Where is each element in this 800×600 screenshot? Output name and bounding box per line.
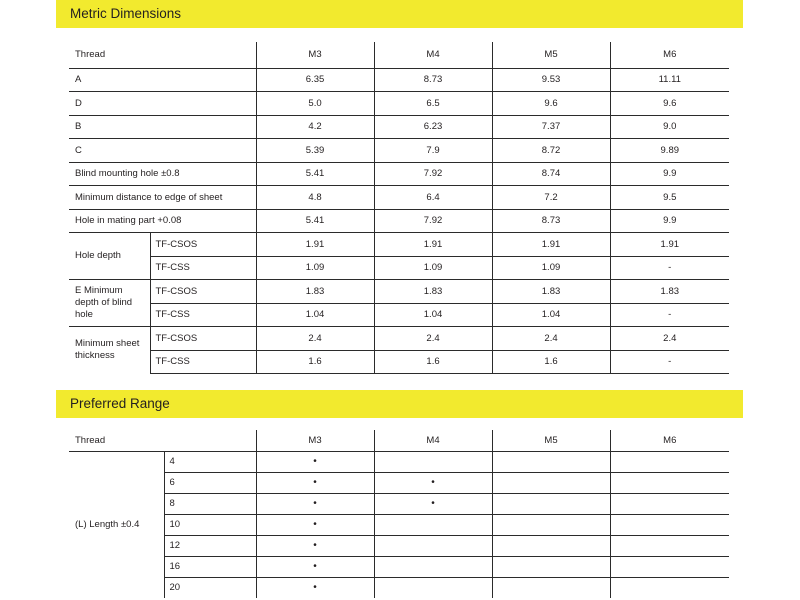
value-cell: 9.6 xyxy=(492,92,610,116)
row-label: Blind mounting hole ±0.8 xyxy=(69,162,256,186)
value-cell: 4.8 xyxy=(256,186,374,210)
header-m4: M4 xyxy=(374,430,492,451)
preferred-range-table xyxy=(69,430,729,598)
value-cell: 1.83 xyxy=(610,280,729,304)
value-cell: 7.37 xyxy=(492,115,610,139)
row-label: A xyxy=(69,68,256,92)
value-cell: 8.72 xyxy=(492,139,610,163)
preferred-range-title: Preferred Range xyxy=(70,396,170,411)
availability-dot: • xyxy=(256,514,374,535)
table-row xyxy=(69,139,729,163)
table-row xyxy=(69,577,729,598)
availability-dot xyxy=(492,514,610,535)
availability-dot xyxy=(610,577,729,598)
value-cell: 1.6 xyxy=(374,350,492,374)
header-m6: M6 xyxy=(610,42,729,68)
availability-dot: • xyxy=(256,535,374,556)
availability-dot xyxy=(610,493,729,514)
value-cell: 7.92 xyxy=(374,162,492,186)
value-cell: 7.9 xyxy=(374,139,492,163)
table-row xyxy=(69,514,729,535)
table-row xyxy=(69,280,729,304)
value-cell: 9.9 xyxy=(610,162,729,186)
availability-dot xyxy=(492,451,610,472)
value-cell: 1.91 xyxy=(374,233,492,257)
header-m4: M4 xyxy=(374,42,492,68)
metric-dimensions-header xyxy=(56,0,743,28)
row-label: C xyxy=(69,139,256,163)
value-cell: 8.73 xyxy=(374,68,492,92)
availability-dot: • xyxy=(256,577,374,598)
availability-dot xyxy=(610,535,729,556)
value-cell: - xyxy=(610,303,729,327)
table-row xyxy=(69,472,729,493)
value-cell: 7.92 xyxy=(374,209,492,233)
value-cell: 1.09 xyxy=(256,256,374,280)
availability-dot xyxy=(374,577,492,598)
value-cell: 1.6 xyxy=(256,350,374,374)
value-cell: 4.2 xyxy=(256,115,374,139)
value-cell: 8.73 xyxy=(492,209,610,233)
value-cell: 1.83 xyxy=(256,280,374,304)
table-row xyxy=(69,327,729,351)
table-row xyxy=(69,493,729,514)
table-row xyxy=(69,451,729,472)
table-row xyxy=(69,115,729,139)
value-cell: 9.5 xyxy=(610,186,729,210)
table-row xyxy=(69,350,729,374)
availability-dot xyxy=(610,556,729,577)
value-cell: 1.09 xyxy=(492,256,610,280)
row-label: D xyxy=(69,92,256,116)
value-cell: 2.4 xyxy=(374,327,492,351)
table-row xyxy=(69,256,729,280)
availability-dot: • xyxy=(256,451,374,472)
availability-dot: • xyxy=(256,556,374,577)
value-cell: 1.04 xyxy=(374,303,492,327)
metric-dimensions-title: Metric Dimensions xyxy=(70,6,182,21)
availability-dot: • xyxy=(374,493,492,514)
table-header-row xyxy=(69,430,729,451)
table-row xyxy=(69,303,729,327)
value-cell: 1.83 xyxy=(374,280,492,304)
length-value: 4 xyxy=(164,451,256,472)
value-cell: 6.4 xyxy=(374,186,492,210)
table-row xyxy=(69,68,729,92)
row-label: Minimum distance to edge of sheet xyxy=(69,186,256,210)
value-cell: 1.83 xyxy=(492,280,610,304)
availability-dot xyxy=(610,514,729,535)
header-m5: M5 xyxy=(492,42,610,68)
availability-dot xyxy=(374,514,492,535)
value-cell: 11.11 xyxy=(610,68,729,92)
type-label: TF-CSS xyxy=(150,350,256,374)
metric-dimensions-table xyxy=(69,42,729,374)
group-label: Hole depth xyxy=(69,233,150,280)
length-value: 6 xyxy=(164,472,256,493)
value-cell: 1.91 xyxy=(256,233,374,257)
type-label: TF-CSOS xyxy=(150,280,256,304)
length-label: (L) Length ±0.4 xyxy=(69,451,164,598)
availability-dot: • xyxy=(374,472,492,493)
value-cell: 5.0 xyxy=(256,92,374,116)
row-label: Hole in mating part +0.08 xyxy=(69,209,256,233)
header-m5: M5 xyxy=(492,430,610,451)
table-row xyxy=(69,162,729,186)
table-row xyxy=(69,556,729,577)
value-cell: 1.6 xyxy=(492,350,610,374)
value-cell: 6.35 xyxy=(256,68,374,92)
availability-dot xyxy=(610,472,729,493)
type-label: TF-CSS xyxy=(150,256,256,280)
header-thread: Thread xyxy=(75,49,106,61)
value-cell: 9.0 xyxy=(610,115,729,139)
table-row xyxy=(69,233,729,257)
group-label: Minimum sheet thickness xyxy=(69,327,150,374)
value-cell: - xyxy=(610,256,729,280)
value-cell: 2.4 xyxy=(610,327,729,351)
value-cell: 7.2 xyxy=(492,186,610,210)
header-m3: M3 xyxy=(256,42,374,68)
value-cell: 1.04 xyxy=(492,303,610,327)
header-thread: Thread xyxy=(75,434,106,446)
length-value: 16 xyxy=(164,556,256,577)
table-row xyxy=(69,535,729,556)
preferred-range-header xyxy=(56,390,743,418)
availability-dot: • xyxy=(256,472,374,493)
length-value: 10 xyxy=(164,514,256,535)
availability-dot xyxy=(610,451,729,472)
length-value: 8 xyxy=(164,493,256,514)
availability-dot xyxy=(492,556,610,577)
length-value: 20 xyxy=(164,577,256,598)
value-cell: 2.4 xyxy=(492,327,610,351)
type-label: TF-CSOS xyxy=(150,327,256,351)
group-label: E Minimum depth of blind hole xyxy=(69,280,150,327)
availability-dot xyxy=(374,451,492,472)
row-label: B xyxy=(69,115,256,139)
value-cell: 1.04 xyxy=(256,303,374,327)
table-header-row xyxy=(69,42,729,68)
value-cell: 9.53 xyxy=(492,68,610,92)
value-cell: 1.09 xyxy=(374,256,492,280)
type-label: TF-CSS xyxy=(150,303,256,327)
value-cell: 5.41 xyxy=(256,209,374,233)
availability-dot: • xyxy=(256,493,374,514)
value-cell: 9.9 xyxy=(610,209,729,233)
type-label: TF-CSOS xyxy=(150,233,256,257)
availability-dot xyxy=(492,577,610,598)
value-cell: 5.39 xyxy=(256,139,374,163)
table-row xyxy=(69,209,729,233)
value-cell: 9.89 xyxy=(610,139,729,163)
availability-dot xyxy=(374,535,492,556)
table-row xyxy=(69,92,729,116)
value-cell: - xyxy=(610,350,729,374)
length-value: 12 xyxy=(164,535,256,556)
value-cell: 1.91 xyxy=(492,233,610,257)
value-cell: 9.6 xyxy=(610,92,729,116)
table-row xyxy=(69,186,729,210)
value-cell: 6.5 xyxy=(374,92,492,116)
value-cell: 5.41 xyxy=(256,162,374,186)
availability-dot xyxy=(374,556,492,577)
header-m3: M3 xyxy=(256,430,374,451)
value-cell: 2.4 xyxy=(256,327,374,351)
availability-dot xyxy=(492,535,610,556)
value-cell: 1.91 xyxy=(610,233,729,257)
header-m6: M6 xyxy=(610,430,729,451)
availability-dot xyxy=(492,472,610,493)
value-cell: 6.23 xyxy=(374,115,492,139)
availability-dot xyxy=(492,493,610,514)
value-cell: 8.74 xyxy=(492,162,610,186)
